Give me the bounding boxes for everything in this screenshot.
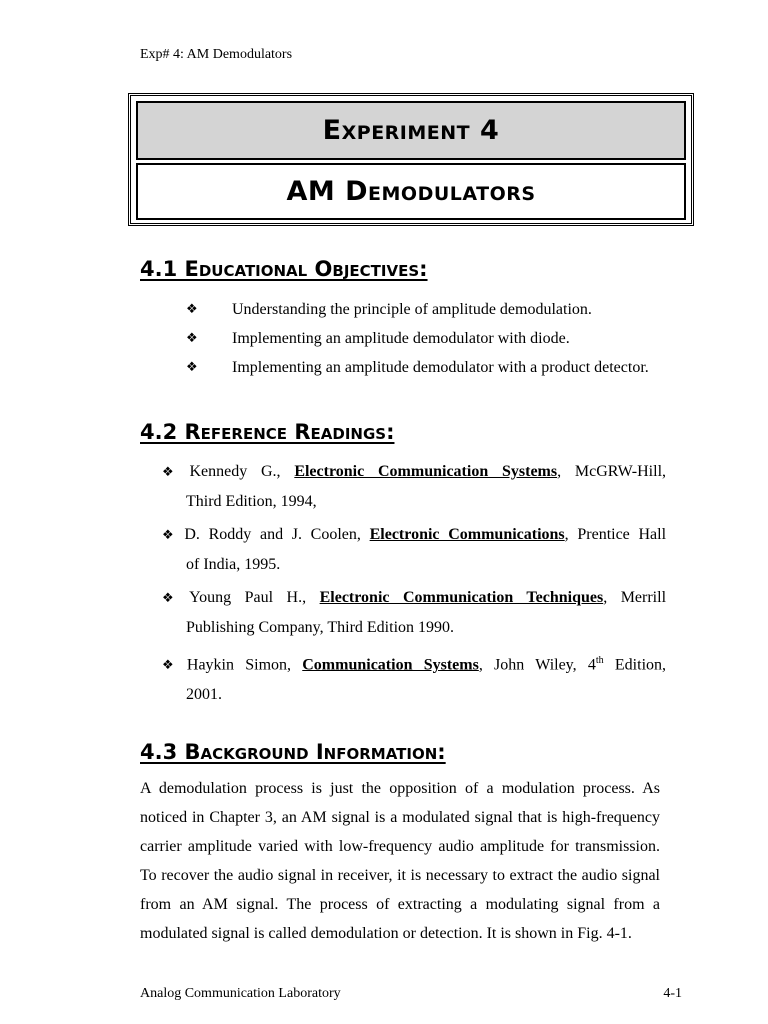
objectives-list [186,295,649,382]
title-box [128,93,694,226]
section-heading-objectives: 4.1 Educational Objectives: [140,257,428,281]
list-item [186,353,649,382]
section-heading-background: 4.3 Background Information: [140,740,446,764]
bullet-diamond-icon: ❖ [162,528,179,543]
bullet-diamond-icon: ❖ [186,302,198,317]
reference-item: ❖ Kennedy G., Electronic Communication Systems, McGRW-Hill, Third Edition, 1994, [162,463,667,510]
subject-title: AM Demodulators [136,163,686,220]
footer-lab-name: Analog Communication Laboratory [140,986,341,1001]
book-title: Electronic Communication Systems [294,463,558,480]
section-heading-references: 4.2 Reference Readings: [140,420,395,444]
reference-item: ❖ D. Roddy and J. Coolen, Electronic Communications, Prentice Hall of India, 1995. [162,526,667,573]
running-header: Exp# 4: AM Demodulators [140,47,293,62]
objective-text: Implementing an amplitude demodulator with a product detector. [232,358,649,376]
objective-text: Understanding the principle of amplitude demodulation. [232,300,592,318]
page-number: 4-1 [663,986,682,1001]
objective-text: Implementing an amplitude demodulator with diode. [232,329,570,347]
book-title: Electronic Communication Techniques [319,589,604,606]
background-paragraph: A demodulation process is just the opposition of a modulation process. As noticed in Chapter 3, an AM signal is a modulated signal that is high-frequency carrier amplitude varied with low-frequency audio amplitude for transmission. To recover the audio signal in receiver, it is necessary to extract the audio signal from an AM signal. The process of extracting a modulating signal from a modulated signal is called demodulation or detection. It is shown in Fig. 4-1. [140,780,660,942]
bullet-diamond-icon: ❖ [162,658,181,674]
bullet-diamond-icon: ❖ [186,331,198,346]
bullet-diamond-icon: ❖ [186,360,198,375]
list-item [186,324,649,353]
reference-item: ❖ Haykin Simon, Communication Systems, John Wiley, 4th Edition, 2001. [162,655,667,704]
experiment-title: Experiment 4 [136,101,686,160]
reference-item: ❖ Young Paul H., Electronic Communication Techniques, Merrill Publishing Company, Third Edition 1990. [162,589,667,636]
book-title: Communication Systems [302,656,479,674]
bullet-diamond-icon: ❖ [162,591,184,606]
bullet-diamond-icon: ❖ [162,465,184,480]
book-title: Electronic Communications [369,526,565,543]
list-item [186,295,649,324]
